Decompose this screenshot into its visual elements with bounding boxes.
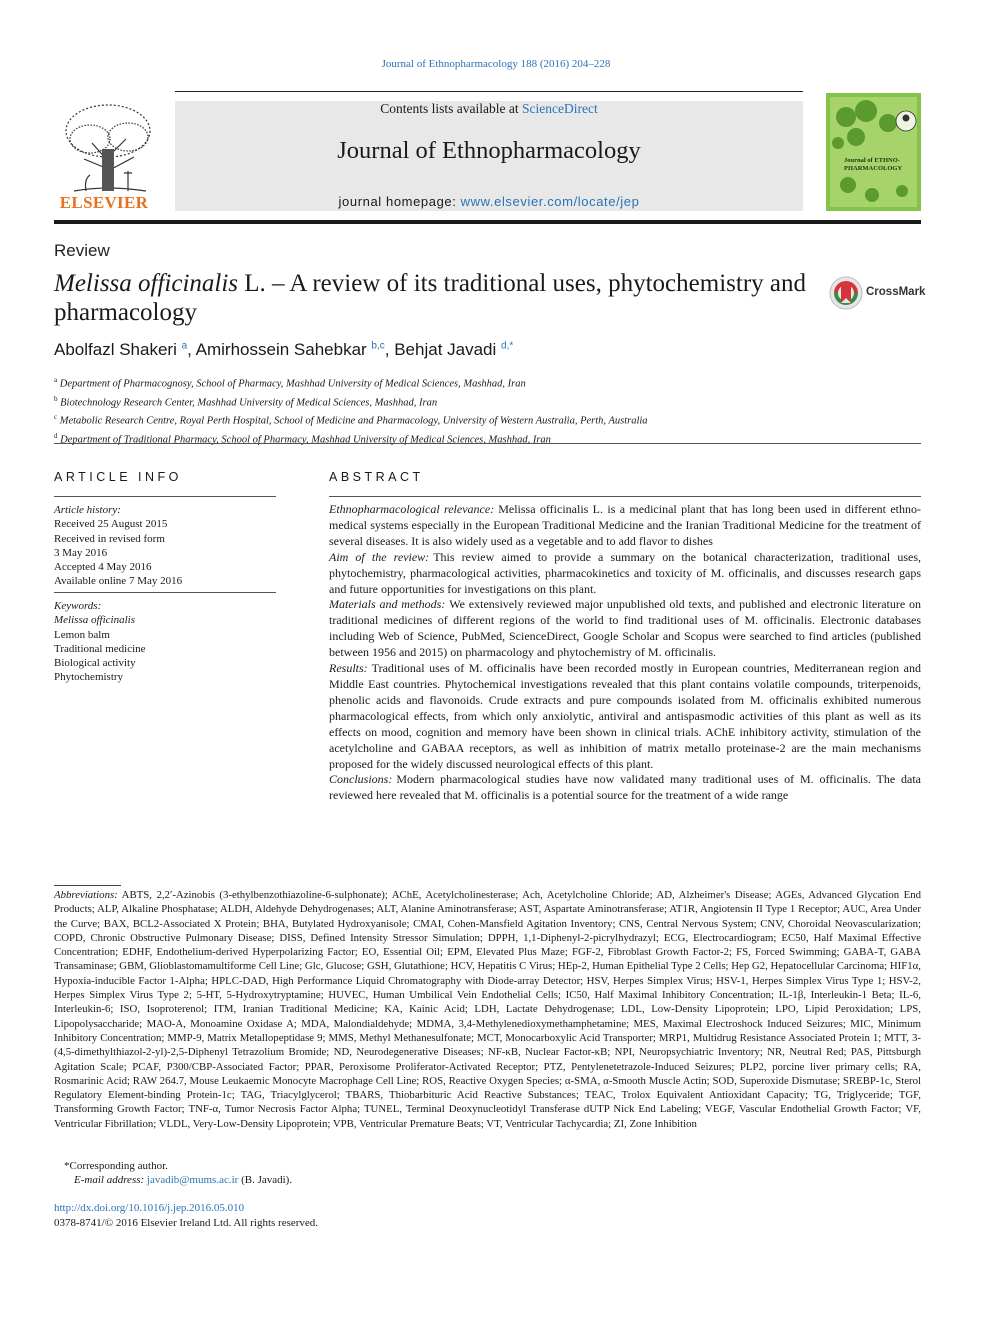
history-item: Accepted 4 May 2016 (54, 561, 152, 574)
header-thick-rule (54, 220, 921, 224)
affiliation-marker[interactable]: d,* (501, 340, 514, 352)
journal-cover-thumbnail (826, 93, 921, 211)
contents-line: Contents lists available at ScienceDirect (380, 101, 598, 116)
author-name[interactable]: Behjat Javadi (394, 340, 497, 359)
sciencedirect-link[interactable]: ScienceDirect (522, 101, 598, 116)
history-item: 3 May 2016 (54, 546, 108, 559)
affiliation-item: $^c$ Metabolic Research Centre, Royal Perth Hospital, School of Medicine and Pharmacology, University of Western Australia, Perth, Australia (54, 413, 648, 427)
crossmark-badge[interactable] (829, 276, 926, 310)
affiliation-item: $^b$ Biotechnology Research Center, Mashhad University of Medical Sciences, Mashhad, Iran (54, 394, 438, 408)
abstract-body (329, 502, 921, 804)
email-link[interactable]: javadib@mums.ac.ir (146, 1174, 239, 1186)
author-list: Abolfazl Shakeri $^a$, Amirhossein Sahebkar $^{b,c}$, Behjat Javadi $^{d,*}$ (54, 340, 514, 359)
affiliation-item: $^d$ Department of Traditional Pharmacy, School of Pharmacy, Mashhad University of Medical Sciences, Mashhad, Iran (54, 431, 551, 445)
author-name[interactable]: Amirhossein Sahebkar (195, 340, 367, 359)
email-note: E-mail address: javadib@mums.ac.ir (B. Javadi). (74, 1174, 293, 1186)
keyword-item: Biological activity (54, 657, 136, 670)
abstract-section: Results: Traditional uses of M. officinalis have been recorded mostly in European countries, Mediterranean region and Middle East countries. Phytochemical investigations revealed that this plant contains volatile compounds, triterpenoids, phenolic acids and flavonoids. Crude extracts and pure compounds isolated from M. officinalis exhibited numerous pharmacological effects, from which only anxiolytic, antiviral and antispasmodic activities of this plant as well as its effects on mood, cognition and memory have been shown in clinical trials. AChE inhibitory activity, stimulation of the acetylcholine and GABAA receptors, as well as inhibition of matrix metallo proteinase-2 are the main mechanisms proposed for the widely discussed neurological effects of this plant. (329, 661, 921, 771)
journal-banner (175, 101, 803, 211)
abstract-section: Materials and methods: We extensively reviewed major unpublished old texts, and published and electronic literature on traditional medicines of different regions of the world to find traditional uses of M. officinalis. Electronic databases including Web of Science, PubMed, ScienceDirect, Google Scholar and Scopus were searched to find articles (published between 1956 and 2015) on pharmacology and phytochemistry of M. officinalis. (329, 597, 921, 660)
doi-link[interactable]: http://dx.doi.org/10.1016/j.jep.2016.05.010 (54, 1202, 245, 1214)
corresponding-author-note: *Corresponding author. (64, 1160, 168, 1172)
affiliation-item: $^a$ Department of Pharmacognosy, School of Pharmacy, Mashhad University of Medical Sciences, Mashhad, Iran (54, 376, 526, 390)
info-divider (54, 592, 276, 593)
author-name[interactable]: Abolfazl Shakeri (54, 340, 177, 359)
abstract-section: Conclusions: Modern pharmacological studies have now validated many traditional uses of M. officinalis. The data reviewed here revealed that M. officinalis is a potential source for the treatment of a wide range (329, 772, 921, 803)
affiliation-marker[interactable]: b,c (371, 340, 385, 352)
article-info-heading: ARTICLE INFO (54, 470, 182, 484)
affiliation-marker[interactable]: a (181, 340, 188, 352)
journal-name: Journal of Ethnopharmacology (337, 137, 641, 164)
keyword-item: Phytochemistry (54, 671, 124, 684)
abstract-divider (329, 496, 921, 497)
abstract-section: Aim of the review: This review aimed to provide a summary on the botanical characterization, traditional uses, phytochemistry, pharmacological activities, pharmacokinetics and toxicity of M. officinalis, and discusses research gaps and future opportunities for investigations on this plant. (329, 549, 921, 596)
issn-copyright: 0378-8741/© 2016 Elsevier Ireland Ltd. All rights reserved. (54, 1217, 319, 1229)
article-history: Article history: Received 25 August 2015 Received in revised form 3 May 2016 Accepted 4 May 2016 Available online 7 May 2016 (54, 503, 276, 589)
keyword-item: Traditional medicine (54, 642, 146, 655)
article-type: Review (54, 241, 110, 260)
abstract-heading: ABSTRACT (329, 470, 424, 484)
section-divider (54, 443, 921, 444)
journal-homepage: journal homepage: www.elsevier.com/locate/jep (338, 194, 640, 209)
keywords: Keywords: Melissa officinalis Lemon balm Traditional medicine Biological activity Phytochemistry (54, 599, 276, 685)
article-title: Melissa officinalis L. – A review of its traditional uses, phytochemistry and pharmacology (54, 270, 806, 326)
cover-art (826, 93, 921, 211)
crossmark-icon (829, 276, 863, 310)
keyword-item: Lemon balm (54, 628, 110, 641)
homepage-link[interactable]: www.elsevier.com/locate/jep (460, 194, 640, 209)
history-item: Received 25 August 2015 (54, 518, 168, 531)
abstract-section: Ethnopharmacological relevance: Melissa officinalis L. is a medicinal plant that has long been used in different ethno-medical systems especially in the European Traditional Medicine and the Iranian Traditional Medicine for the treatment of several diseases. It is also widely used as a vegetable and to add flavor to dishes (329, 502, 921, 548)
affiliations (54, 373, 924, 447)
crossmark-label: CrossMark (866, 286, 926, 298)
abbreviations-footnote: Abbreviations: ABTS, 2,2′-Azinobis (3-ethylbenzothiazoline-6-sulphonate); AChE, Acetylcholinesterase; Ach, Acetylcholine Chloride; AD, Alzheimer's Disease; AGEs, Advanced Glycation End Products; ALP, Alkaline Phosphatase; ALDH, Aldehyde Dehydrogenases; ALT, Alanine Aminotransferase; AST, Aspartate Aminotransferase; AT1R, Angiotensin II Type 1 Receptor; AUC, Area Under the Curve; BAX, BCL2-Associated X Protein; BHA, Butylated Hydroxyanisole; CMAI, Cohen-Mansfield Agitation Inventory; CNS, Central Nervous System; CNV, Choroidal Neovascularization; COPD, Chronic Obstructive Pulmonary Disease; DISS, Defined Intensity Stressor Simulation; DPPH, 1,1-Diphenyl-2-picrylhydrazyl; ECG, Electrocardiogram; EC50, Half Maximal Effective Concentration; EDHF, Endothelium-derived Hyperpolarizing Factor; EO, Essential Oil; EPM, Elevated Plus Maze; FGF-2, Fibroblast Growth Factor-2; FS, Forced Swimming; GABA-T, GABA Transaminase; GBM, Glioblastomamultiforme Cell Line; Glc, Glucose; GSH, Glutathione; HCV, Hepatitis C Virus; HEp-2, Human Epithelial Type 2 Cells; Hep G2, Hepatocellular Carcinoma; HIF1α, Hypoxia-inducible Factor 1-Alpha; HPLC-DAD, High Performance Liquid Chromatography with Diode-array Detector; HSV, Herpes Simplex Virus; HSV-1, Herpes Simplex Virus Type 1; HSV-2, Herpes Simplex Virus Type 2; 5-HT, 5-Hydroxytryptamine; HUVEC, Human Umbilical Vein Endothelial Cells; IC50, Half Maximal Inhibitory Concentration; IL-1β, Interleukin-1 Beta; IL-6, Interleukin-6; ISO, Isoproterenol; ITM, Iranian Traditional Medicine; KA, Kainic Acid; LDH, Lactate Dehydrogenase; LDL, Low-Density Lipoprotein; LPO, Lipid Peroxidation; LPS, Lipopolysaccharide; MAO-A, Monoamine Oxidase A; MDA, Malondialdehyde; MDMA, 3,4-Methylenedioxymethamphetamine; MES, Maximal Electroshock Induced Seizures; MIC, Minimum Inhibitory Concentration; MMP-9, Matrix Metallopeptidase 9; MMS, Methyl Methanesulfonate; MCT, Monocarboxylic Acid Transporter; MRP1, Multidrug Resistance Associated Protein 1; MTT, 3-(4,5-dimethylthiazol-2-yl)-2,5-Diphenyl Tetrazolium Bromide; ND, Neurodegenerative Diseases; NF-κB, Nuclear Factor-κB; NPI, Neuropsychiatric Inventory; NR, Neutral Red; PAS, Pittsburgh Agitation Scale; PCAF, P300/CBP-Associated Factor; PPAR, Peroxisome Proliferator-Activated Receptor; PTZ, Pentylenetetrazole-Induced Seizures; PLP2, porcine liver primary cells; RA, Rosmarinic Acid; RAW 264.7, Mouse Leukaemic Monocyte Macrophage Cell Line; ROS, Reactive Oxygen Species; α-SMA, α-Smooth Muscle Actin; SOD, Superoxide Dismutase; SREBP-1c, Sterol Regulatory Element-binding Protein-1c; TAG, Triacylglycerol; TBARS, Thiobarbituric Acid Reactive Substances; TEAC, Trolox Equivalent Antioxidant Capacity; TG, Triglyceride; TGF, Transforming Growth Factor; TNF-α, Tumor Necrosis Factor Alpha; TUNEL, Terminal Deoxynucleotidyl Transferase dUTP Nick End Labeling; VEGF, Vascular Endothelial Growth Factor; VF, Ventricular Fibrillation; VLDL, Very-Low-Density Lipoprotein; VPB, Ventricular Premature Beats; VT, Ventricular Tachycardia; ZI, Zone Inhibition (54, 889, 921, 1130)
journal-citation-link[interactable]: Journal of Ethnopharmacology 188 (2016) 204–228 (381, 58, 611, 70)
history-item: Available online 7 May 2016 (54, 575, 183, 588)
elsevier-wordmark: ELSEVIER (59, 193, 149, 212)
history-item: Received in revised form (54, 532, 165, 545)
keyword-item: Melissa officinalis (54, 614, 135, 627)
header-top-rule (175, 91, 803, 92)
info-divider (54, 496, 276, 497)
cover-title: Journal of ETHNO- PHARMACOLOGY (844, 157, 903, 172)
footnote-rule (54, 885, 121, 886)
